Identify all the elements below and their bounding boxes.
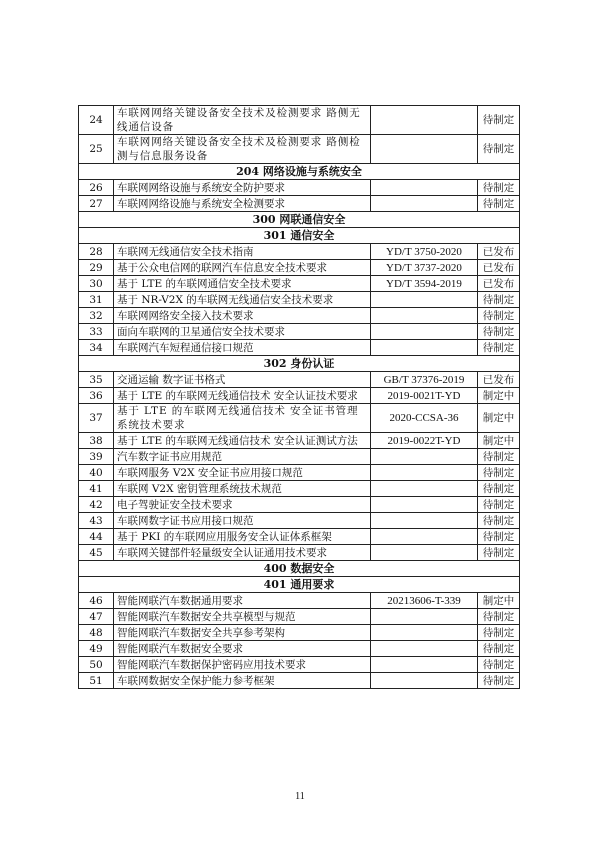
standard-name: 交通运输 数字证书格式: [114, 372, 371, 388]
standard-code: 2019-0022T-YD: [371, 433, 478, 449]
row-number: 24: [79, 106, 114, 135]
row-number: 42: [79, 497, 114, 513]
row-number: 44: [79, 529, 114, 545]
row-number: 34: [79, 340, 114, 356]
table-row: [79, 106, 520, 135]
standard-status: 待制定: [478, 196, 520, 212]
standard-code: [371, 625, 478, 641]
standard-code: [371, 609, 478, 625]
row-number: 39: [79, 449, 114, 465]
standard-code: [371, 180, 478, 196]
table-row: [79, 340, 520, 356]
section-row: [79, 212, 520, 228]
table-row: [79, 609, 520, 625]
standard-name: 智能网联汽车数据安全共享参考架构: [114, 625, 371, 641]
standard-code: [371, 465, 478, 481]
standard-name: 车联网汽车短程通信接口规范: [114, 340, 371, 356]
standard-status: 待制定: [478, 292, 520, 308]
standard-status: 制定中: [478, 593, 520, 609]
standard-name: 车联网无线通信安全技术指南: [114, 244, 371, 260]
section-title: 301 通信安全: [79, 228, 520, 244]
standard-status: 已发布: [478, 276, 520, 292]
row-number: 33: [79, 324, 114, 340]
standard-status: 待制定: [478, 625, 520, 641]
row-number: 50: [79, 657, 114, 673]
standard-name: 智能网联汽车数据通用要求: [114, 593, 371, 609]
standard-code: [371, 106, 478, 135]
standard-code: [371, 308, 478, 324]
standard-name: 智能网联汽车数据安全要求: [114, 641, 371, 657]
standard-name: 基于 LTE 的车联网无线通信技术 安全认证技术要求: [114, 388, 371, 404]
row-number: 35: [79, 372, 114, 388]
section-title: 204 网络设施与系统安全: [79, 164, 520, 180]
standard-status: 已发布: [478, 372, 520, 388]
standard-name: 基于 LTE 的车联网无线通信技术 安全证书管理系统技术要求: [114, 404, 371, 433]
table-row: [79, 641, 520, 657]
table-row: [79, 481, 520, 497]
section-row: [79, 228, 520, 244]
row-number: 48: [79, 625, 114, 641]
table-row: [79, 135, 520, 164]
standard-name: 车联网关键部件轻量级安全认证通用技术要求: [114, 545, 371, 561]
standard-status: 待制定: [478, 657, 520, 673]
row-number: 29: [79, 260, 114, 276]
table-row: [79, 497, 520, 513]
table-row: [79, 388, 520, 404]
standard-name: 基于 NR-V2X 的车联网无线通信安全技术要求: [114, 292, 371, 308]
standard-name: 车联网服务 V2X 安全证书应用接口规范: [114, 465, 371, 481]
standard-code: [371, 673, 478, 689]
standard-code: YD/T 3594-2019: [371, 276, 478, 292]
standard-status: 待制定: [478, 513, 520, 529]
row-number: 41: [79, 481, 114, 497]
standard-name: 电子驾驶证安全技术要求: [114, 497, 371, 513]
standard-status: 待制定: [478, 641, 520, 657]
standard-name: 车联网数据安全保护能力参考框架: [114, 673, 371, 689]
table-row: [79, 449, 520, 465]
section-title: 302 身份认证: [79, 356, 520, 372]
section-title: 401 通用要求: [79, 577, 520, 593]
standard-name: 面向车联网的卫星通信安全技术要求: [114, 324, 371, 340]
standard-code: YD/T 3750-2020: [371, 244, 478, 260]
section-title: 300 网联通信安全: [79, 212, 520, 228]
table-row: [79, 372, 520, 388]
table-row: [79, 196, 520, 212]
section-row: [79, 164, 520, 180]
table-row: [79, 244, 520, 260]
standard-name: 车联网网络关键设备安全技术及检测要求 路侧无线通信设备: [114, 106, 371, 135]
table-row: [79, 529, 520, 545]
standard-status: 待制定: [478, 481, 520, 497]
standard-code: [371, 449, 478, 465]
row-number: 25: [79, 135, 114, 164]
standard-status: 待制定: [478, 180, 520, 196]
standard-name: 智能网联汽车数据保护密码应用技术要求: [114, 657, 371, 673]
standard-code: [371, 481, 478, 497]
table-row: [79, 545, 520, 561]
table-row: [79, 276, 520, 292]
row-number: 43: [79, 513, 114, 529]
standard-status: 待制定: [478, 609, 520, 625]
row-number: 45: [79, 545, 114, 561]
standard-name: 基于 LTE 的车联网无线通信技术 安全认证测试方法: [114, 433, 371, 449]
row-number: 49: [79, 641, 114, 657]
row-number: 26: [79, 180, 114, 196]
standard-name: 车联网 V2X 密钥管理系统技术规范: [114, 481, 371, 497]
standard-status: 待制定: [478, 324, 520, 340]
table-row: [79, 465, 520, 481]
standard-code: [371, 657, 478, 673]
standard-status: 待制定: [478, 465, 520, 481]
row-number: 28: [79, 244, 114, 260]
table-row: [79, 308, 520, 324]
standard-name: 车联网网络设施与系统安全检测要求: [114, 196, 371, 212]
standards-table: [78, 105, 520, 689]
standard-name: 汽车数字证书应用规范: [114, 449, 371, 465]
standard-code: [371, 324, 478, 340]
standard-name: 车联网数字证书应用接口规范: [114, 513, 371, 529]
standard-code: 20213606-T-339: [371, 593, 478, 609]
table-row: [79, 593, 520, 609]
standard-name: 车联网网络设施与系统安全防护要求: [114, 180, 371, 196]
section-row: [79, 356, 520, 372]
table-row: [79, 404, 520, 433]
standard-code: [371, 135, 478, 164]
standard-code: 2019-0021T-YD: [371, 388, 478, 404]
standard-status: 制定中: [478, 433, 520, 449]
standard-name: 车联网网络关键设备安全技术及检测要求 路侧检测与信息服务设备: [114, 135, 371, 164]
standard-code: [371, 513, 478, 529]
row-number: 38: [79, 433, 114, 449]
page-number: 11: [295, 791, 305, 802]
row-number: 47: [79, 609, 114, 625]
standard-code: [371, 529, 478, 545]
standard-status: 待制定: [478, 529, 520, 545]
standard-code: 2020-CCSA-36: [371, 404, 478, 433]
standard-name: 车联网网络安全接入技术要求: [114, 308, 371, 324]
row-number: 40: [79, 465, 114, 481]
section-row: [79, 561, 520, 577]
row-number: 51: [79, 673, 114, 689]
standard-status: 制定中: [478, 404, 520, 433]
table-row: [79, 292, 520, 308]
standard-code: YD/T 3737-2020: [371, 260, 478, 276]
standard-status: 待制定: [478, 340, 520, 356]
standard-code: [371, 497, 478, 513]
standard-code: [371, 545, 478, 561]
standard-status: 待制定: [478, 449, 520, 465]
table-row: [79, 657, 520, 673]
standard-code: [371, 292, 478, 308]
standards-table-body: [79, 106, 520, 689]
standard-name: 基于 LTE 的车联网通信安全技术要求: [114, 276, 371, 292]
table-row: [79, 324, 520, 340]
table-row: [79, 673, 520, 689]
standard-status: 待制定: [478, 308, 520, 324]
row-number: 46: [79, 593, 114, 609]
standard-name: 基于公众电信网的联网汽车信息安全技术要求: [114, 260, 371, 276]
row-number: 31: [79, 292, 114, 308]
standard-status: 待制定: [478, 106, 520, 135]
standard-status: 待制定: [478, 497, 520, 513]
standard-code: [371, 340, 478, 356]
table-row: [79, 625, 520, 641]
row-number: 30: [79, 276, 114, 292]
table-row: [79, 180, 520, 196]
table-row: [79, 513, 520, 529]
standard-status: 已发布: [478, 260, 520, 276]
table-row: [79, 433, 520, 449]
section-title: 400 数据安全: [79, 561, 520, 577]
standard-status: 制定中: [478, 388, 520, 404]
section-row: [79, 577, 520, 593]
standard-code: [371, 196, 478, 212]
standard-status: 已发布: [478, 244, 520, 260]
row-number: 37: [79, 404, 114, 433]
row-number: 36: [79, 388, 114, 404]
row-number: 32: [79, 308, 114, 324]
standard-status: 待制定: [478, 545, 520, 561]
standard-name: 智能网联汽车数据安全共享模型与规范: [114, 609, 371, 625]
standard-status: 待制定: [478, 673, 520, 689]
standard-code: GB/T 37376-2019: [371, 372, 478, 388]
standard-name: 基于 PKI 的车联网应用服务安全认证体系框架: [114, 529, 371, 545]
standard-code: [371, 641, 478, 657]
standard-status: 待制定: [478, 135, 520, 164]
row-number: 27: [79, 196, 114, 212]
table-row: [79, 260, 520, 276]
